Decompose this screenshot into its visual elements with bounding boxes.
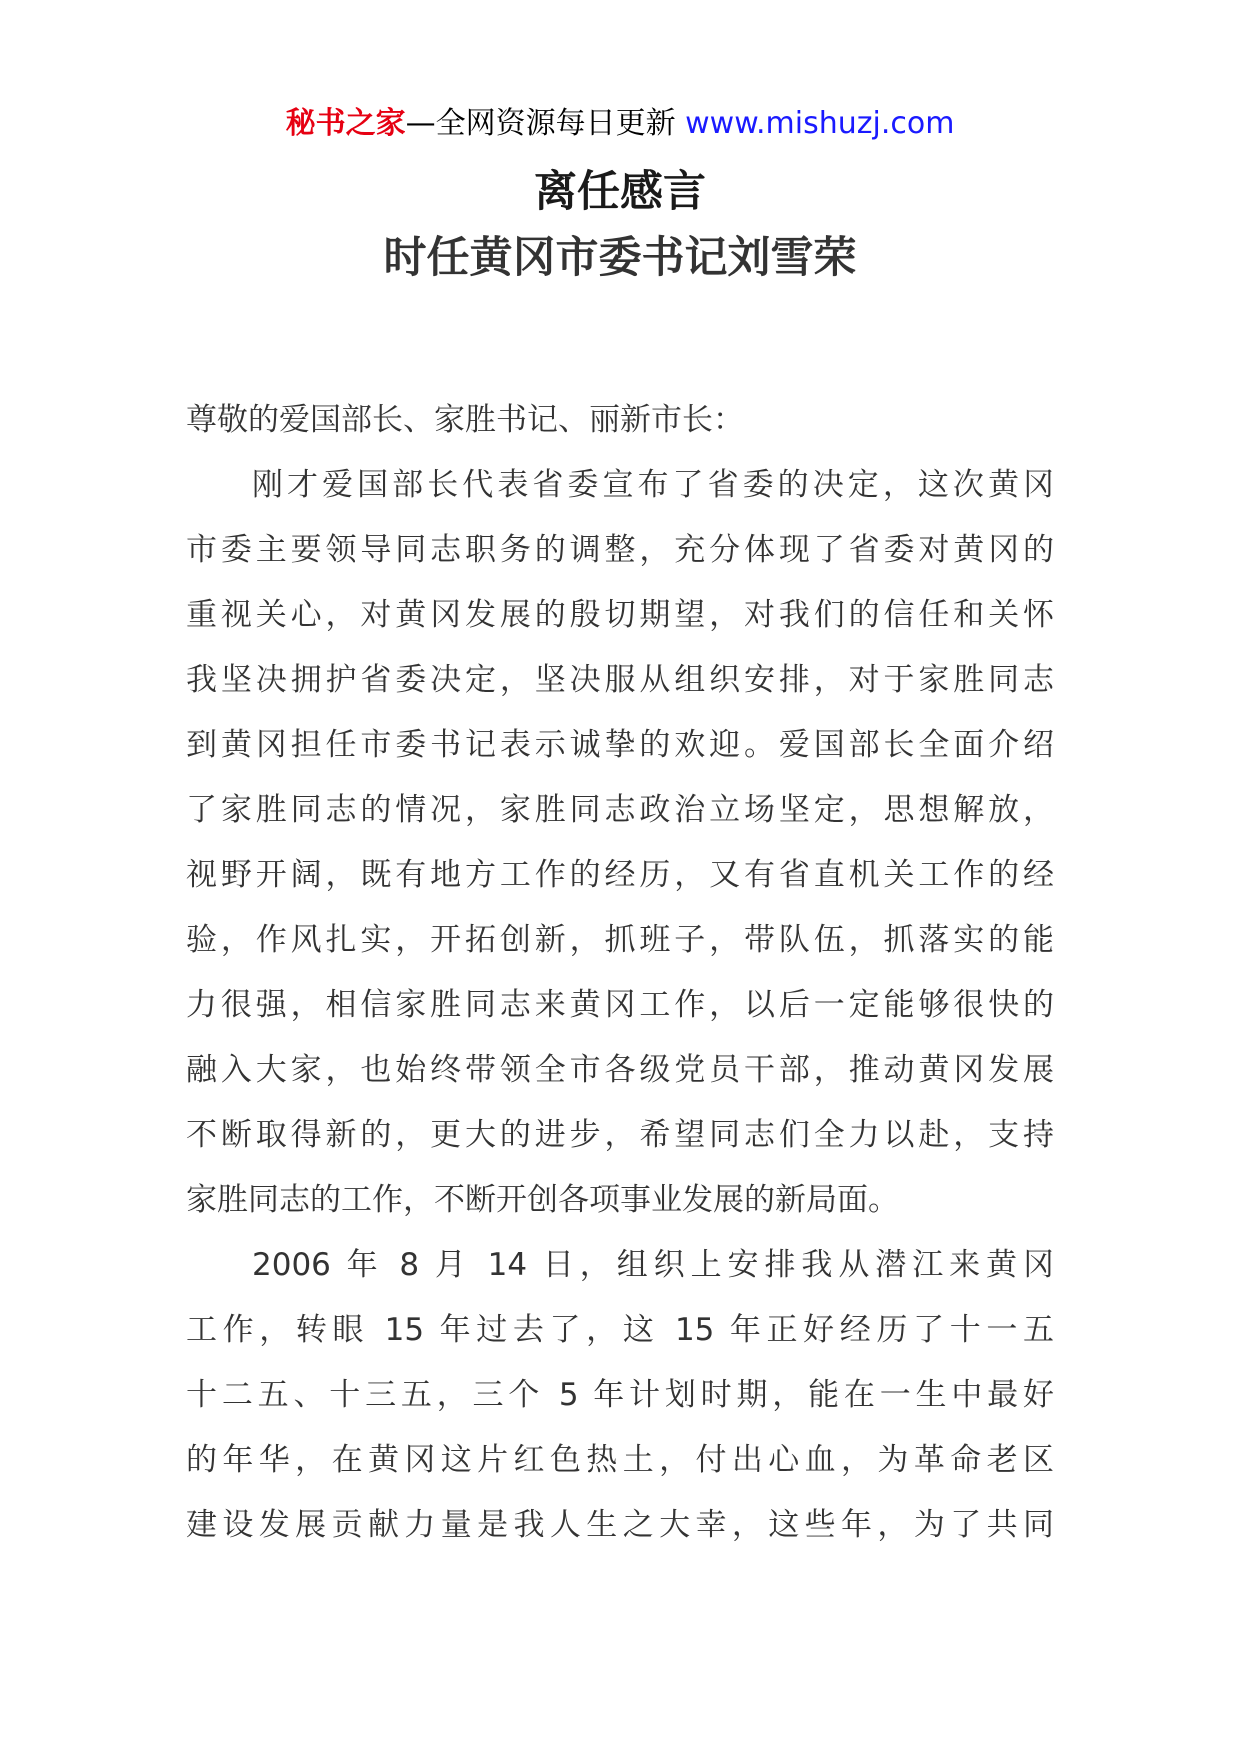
- paragraph-line: 2006 年 8 月 14 日，组织上安排我从潜江来黄冈: [252, 1247, 1054, 1283]
- paragraph-line: 的年华，在黄冈这片红色热土，付出心血，为革命老区: [186, 1442, 1054, 1478]
- paragraph-2: [186, 1233, 1054, 1558]
- salutation: 尊敬的爱国部长、家胜书记、丽新市长：: [186, 402, 744, 438]
- paragraph-line: 刚才爱国部长代表省委宣布了省委的决定，这次黄冈: [252, 467, 1054, 503]
- paragraph-line: 建设发展贡献力量是我人生之大幸，这些年，为了共同: [186, 1507, 1054, 1543]
- site-header: [0, 104, 1240, 144]
- document-title: 离任感言: [534, 167, 706, 217]
- paragraph-line: 力很强，相信家胜同志来黄冈工作，以后一定能够很快的: [186, 987, 1054, 1023]
- paragraph-line: 市委主要领导同志职务的调整，充分体现了省委对黄冈的: [186, 532, 1054, 568]
- paragraph-1: [186, 453, 1054, 1233]
- paragraph-line: 我坚决拥护省委决定，坚决服从组织安排，对于家胜同志: [186, 662, 1054, 698]
- paragraph-line: 十二五、十三五，三个 5 年计划时期，能在一生中最好: [186, 1377, 1054, 1413]
- paragraph-line: 家胜同志的工作，不断开创各项事业发展的新局面。: [186, 1182, 899, 1218]
- paragraph-line: 不断取得新的，更大的进步，希望同志们全力以赴，支持: [186, 1117, 1054, 1153]
- paragraph-line: 工作，转眼 15 年过去了，这 15 年正好经历了十一五: [186, 1312, 1054, 1348]
- brand-name: 秘书之家: [285, 106, 406, 141]
- paragraph-line: 验，作风扎实，开拓创新，抓班子，带队伍，抓落实的能: [186, 922, 1054, 958]
- header-slogan: —全网资源每日更新: [405, 106, 676, 141]
- paragraph-line: 了家胜同志的情况，家胜同志政治立场坚定，思想解放，: [186, 792, 1054, 828]
- site-url-link[interactable]: www.mishuzj.com: [685, 106, 955, 141]
- document-body: [186, 388, 1054, 1558]
- document-subtitle: 时任黄冈市委书记刘雪荣: [383, 233, 857, 283]
- paragraph-line: 到黄冈担任市委书记表示诚挚的欢迎。爱国部长全面介绍: [186, 727, 1054, 763]
- paragraph-line: 重视关心，对黄冈发展的殷切期望，对我们的信任和关怀: [186, 597, 1054, 633]
- paragraph-line: 视野开阔，既有地方工作的经历，又有省直机关工作的经: [186, 857, 1054, 893]
- paragraph-line: 融入大家，也始终带领全市各级党员干部，推动黄冈发展: [186, 1052, 1054, 1088]
